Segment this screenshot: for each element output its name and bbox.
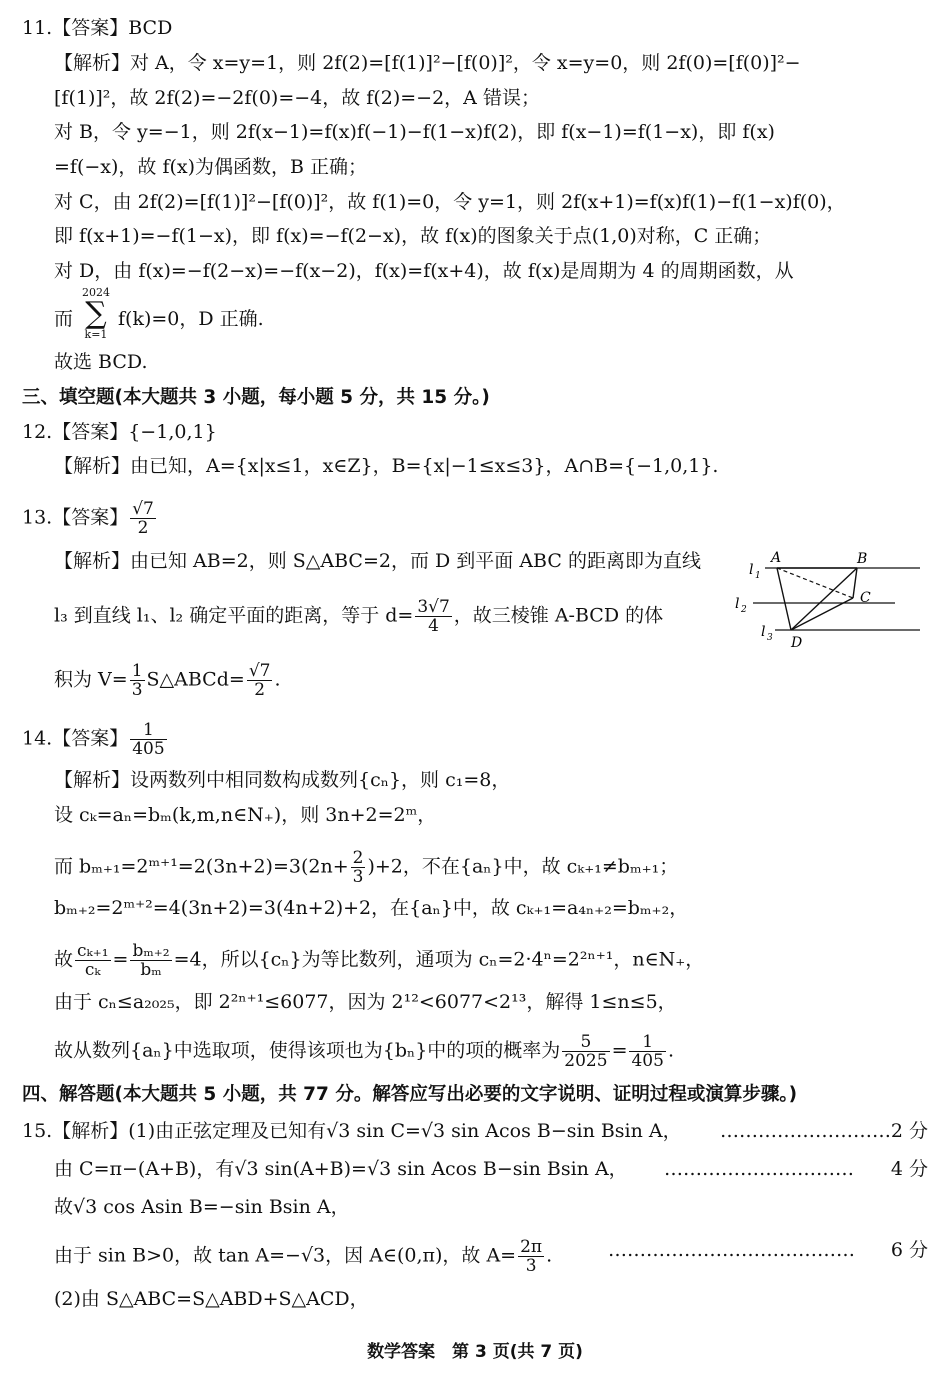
q13-v-den: 3: [131, 680, 143, 700]
label-l1-sub: 1: [755, 571, 761, 581]
q11-line-5: 对 C，由 2f(2)=[f(1)]²−[f(0)]²，故 f(1)=0，令 y=1，则 2f(x+1)=f(x)f(1)−f(1−x)f(0)，: [54, 191, 846, 213]
q13-d-fraction: [415, 598, 451, 635]
q15-a-num: 2π: [520, 1237, 543, 1257]
page-footer: 数学答案 第 3 页(共 7 页): [367, 1342, 583, 1362]
q14-f7a-den: 2025: [564, 1051, 608, 1071]
q11-line-2: [f(1)]²，故 2f(2)=−2f(0)=−4，故 f(2)=−2，A 错误；: [54, 87, 540, 109]
q14-line-7-post: .: [667, 1039, 674, 1062]
q13-line-3-post: .: [274, 668, 281, 691]
q14-f7a-num: 5: [562, 1033, 609, 1052]
q14-f5a-fraction: [75, 942, 111, 979]
q13-v-num: 1: [131, 661, 143, 681]
edge-BC: [853, 568, 857, 598]
q14-f5a-num: cₖ₊₁: [77, 941, 109, 961]
summation: [82, 287, 110, 341]
q12-answer: 12.【答案】{−1,0,1}: [22, 421, 217, 443]
q14-line-1: 【解析】设两数列中相同数构成数列{cₙ}，则 c₁=8，: [54, 769, 511, 791]
q14-line-6: 由于 cₙ≤a₂₀₂₅，即 2²ⁿ⁺¹≤6077，因为 2¹²<6077<2¹³，解得 1≤n≤5，: [54, 991, 677, 1013]
q15-line-1: 15.【解析】(1)由正弦定理及已知有√3 sin C=√3 sin Acos B−sin Bsin A，: [22, 1120, 682, 1142]
q14-f5a-den: cₖ: [84, 960, 101, 980]
q14-line-3: [54, 849, 678, 886]
q14-line-5-pre: 故: [54, 948, 74, 971]
q13-d-num: 3√7: [417, 597, 450, 617]
q13-answer: [22, 500, 158, 537]
q13-v2-num: √7: [248, 661, 271, 681]
q14-line-5: 故 $\frac{\text{cₖ₊₁}}{\text{cₖ}}$ = $\frac{\text{bₘ₊₂}}{\text{bₘ}}$ =4，所以{cₙ}为等比数列，通项为 cₙ=2·4ⁿ=2²ⁿ⁺¹，n∈N₊，: [54, 941, 705, 980]
q13-line-2-post: ，故三棱锥 A-BCD 的体: [453, 604, 664, 627]
q15-a-den: 3: [525, 1256, 537, 1276]
label-l3-sub: 3: [767, 633, 773, 643]
q15-line-3: 故√3 cos Asin B=−sin Bsin A，: [54, 1196, 350, 1218]
q15-line-4-post: .: [546, 1244, 553, 1267]
q14-f3-den: 3: [352, 867, 364, 887]
q14-f7a-fraction: [562, 1033, 609, 1070]
q14-f5b-fraction: [130, 942, 171, 979]
q11-line-7: 对 D，由 f(x)=−f(2−x)=−f(x−2)，f(x)=f(x+4)，故 f(x)是周期为 4 的周期函数，从: [54, 260, 794, 282]
q13-v-fraction: [130, 662, 145, 699]
q14-ans-den: 405: [132, 739, 165, 759]
q14-line-7: 故从数列{aₙ}中选取项，使得该项也为{bₙ}中的项的概率为 $\frac{5}{2025}$ = $\frac{1}{405}$ .: [54, 1032, 674, 1071]
q13-line-1: 【解析】由已知 AB=2，则 S△ABC=2，而 D 到平面 ABC 的距离即为直线: [54, 550, 701, 572]
q13-v2-den: 2: [254, 680, 266, 700]
q14-line-3-post: )+2，不在{aₙ}中，故 cₖ₊₁≠bₘ₊₁；: [367, 855, 679, 878]
q13-line-2-pre: l₃ 到直线 l₁、l₂ 确定平面的距离，等于 d=: [54, 604, 414, 627]
q15-dots-1: ………………………: [720, 1120, 891, 1142]
q14-f5b-num: bₘ₊₂: [132, 941, 170, 961]
q15-dots-3: …………………………………: [608, 1239, 855, 1261]
q14-f3-num: 2: [352, 848, 364, 868]
q11-line-6: 即 f(x+1)=−f(1−x)，即 f(x)=−f(2−x)，故 f(x)的图象关于点(1,0)对称，C 正确；: [54, 225, 772, 247]
q13-v2-fraction: [247, 662, 273, 699]
edge-BD: [791, 568, 857, 630]
label-l1: l: [749, 562, 754, 578]
label-B: B: [857, 551, 868, 567]
label-D: D: [791, 635, 803, 651]
edge-AD: [777, 568, 791, 630]
q11-line-8-post: f(k)=0，D 正确.: [118, 308, 264, 330]
q13-line-3: [54, 662, 281, 699]
section-4-heading: 四、解答题(本大题共 5 小题，共 77 分。解答应写出必要的文字说明、证明过程或演算步骤。): [22, 1084, 798, 1105]
q11-line-1: 【解析】对 A，令 x=y=1，则 2f(2)=[f(1)]²−[f(0)]²，令 x=y=0，则 2f(0)=[f(0)]²−: [54, 52, 801, 74]
sigma-symbol: ∑: [85, 296, 107, 331]
q13-ans-den: 2: [137, 518, 149, 538]
q14-f3-fraction: [351, 849, 366, 886]
q14-f7b-den: 405: [631, 1051, 664, 1071]
q13-line-3-pre: 积为 V=: [54, 668, 128, 691]
q14-line-3-pre: 而 bₘ₊₁=2ᵐ⁺¹=2(3n+2)=3(2n+: [54, 855, 349, 878]
q13-line-2: [54, 598, 663, 635]
q15-a-fraction: [518, 1238, 544, 1275]
tetrahedron-figure: [735, 548, 930, 653]
q11-line-3: 对 B，令 y=−1，则 2f(x−1)=f(x)f(−1)−f(1−x)f(2)，即 f(x−1)=f(1−x)，即 f(x): [54, 121, 775, 143]
q13-line-3-mid: S△ABCd=: [146, 668, 245, 691]
q15-dots-2: …………………………: [664, 1158, 854, 1180]
q14-f7b-fraction: [629, 1033, 665, 1070]
q13-answer-label: 13.【答案】: [22, 506, 129, 529]
q11-line-4: =f(−x)，故 f(x)为偶函数，B 正确；: [54, 156, 368, 178]
label-C: C: [860, 590, 871, 606]
q14-f7b-num: 1: [629, 1033, 665, 1052]
q14-ans-num: 1: [130, 721, 166, 740]
label-l2-sub: 2: [741, 605, 747, 615]
q14-answer: [22, 721, 169, 758]
sum-upper: 2024: [82, 286, 110, 299]
q13-ans-num: √7: [132, 499, 154, 519]
q15-score-1: 2 分: [890, 1120, 928, 1142]
sum-lower: k=1: [84, 328, 108, 341]
q14-f5b-den: bₘ: [140, 960, 162, 980]
q14-line-4: bₘ₊₂=2ᵐ⁺²=4(3n+2)=3(4n+2)+2，在{aₙ}中，故 cₖ₊₁=a₄ₙ₊₂=bₘ₊₂，: [54, 897, 689, 919]
q11-line-8-pre: 而: [54, 308, 74, 330]
q14-line-5-post: =4，所以{cₙ}为等比数列，通项为 cₙ=2·4ⁿ=2²ⁿ⁺¹，n∈N₊，: [173, 948, 705, 971]
label-l3: l: [761, 624, 766, 640]
section-3-heading: 三、填空题(本大题共 3 小题，每小题 5 分，共 15 分。): [22, 387, 490, 408]
q11-answer: 11.【答案】BCD: [22, 17, 173, 39]
label-A: A: [771, 550, 782, 566]
q12-line-1: 【解析】由已知，A={x|x≤1，x∈Z}，B={x|−1≤x≤3}，A∩B={−1,0,1}.: [54, 455, 719, 477]
q15-score-2: 4 分: [890, 1158, 928, 1180]
q13-d-den: 4: [428, 616, 439, 636]
q11-conclusion: 故选 BCD.: [54, 351, 148, 373]
q13-answer-fraction: [130, 500, 156, 537]
q15-score-3: 6 分: [890, 1239, 928, 1261]
q14-line-2: 设 cₖ=aₙ=bₘ(k,m,n∈N₊)，则 3n+2=2ᵐ，: [54, 804, 437, 826]
q15-line-5: (2)由 S△ABC=S△ABD+S△ACD，: [54, 1288, 369, 1310]
q15-line-2: 由 C=π−(A+B)，有√3 sin(A+B)=√3 sin Acos B−sin Bsin A，: [54, 1158, 628, 1180]
q14-answer-fraction: [130, 721, 166, 758]
q15-line-4-pre: 由于 sin B>0，故 tan A=−√3，因 A∈(0,π)，故 A=: [54, 1244, 517, 1267]
q14-answer-label: 14.【答案】: [22, 727, 129, 750]
label-l2: l: [735, 596, 740, 612]
q15-line-4: [54, 1238, 552, 1275]
q14-line-7-pre: 故从数列{aₙ}中选取项，使得该项也为{bₙ}中的项的概率为: [54, 1039, 561, 1062]
